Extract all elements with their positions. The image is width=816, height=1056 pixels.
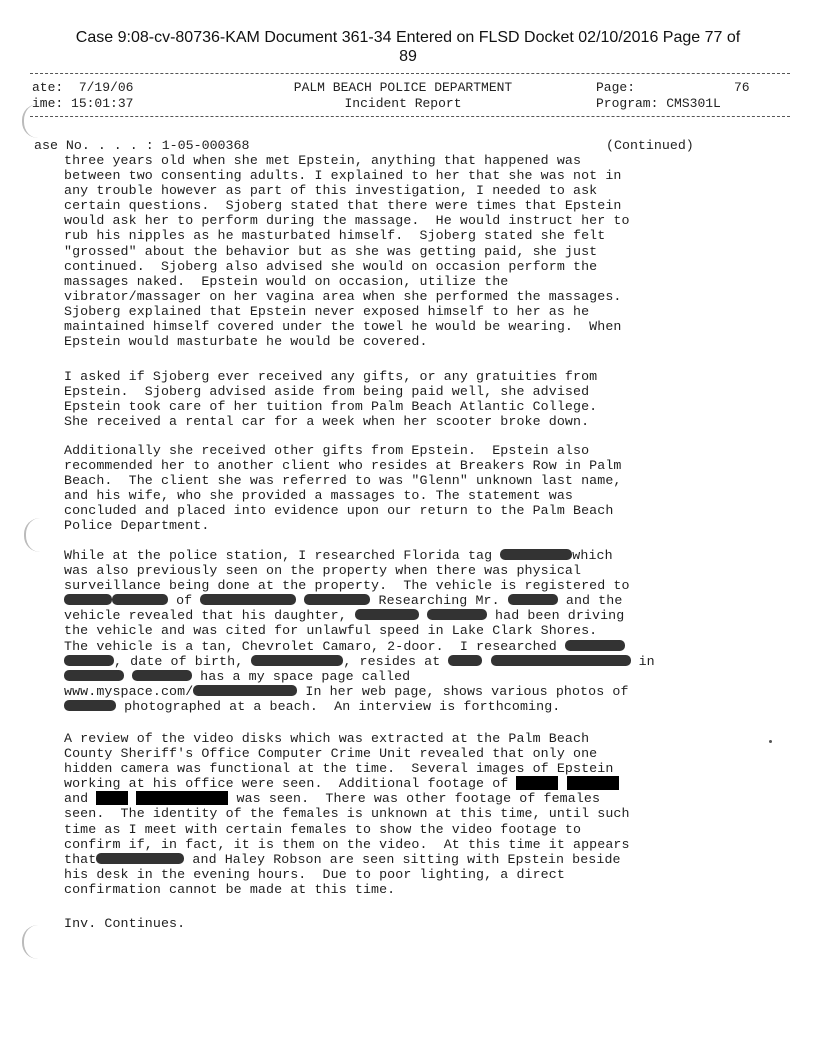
redaction (565, 640, 625, 651)
time-label: ime: (32, 96, 64, 111)
court-header-line2: 89 (399, 48, 417, 65)
binder-hole-mark (22, 925, 42, 959)
para5-line: seen. The identity of the females is unknown at this time, until such (64, 806, 630, 822)
para3-line: recommended her to another client who resides at Breakers Row in Palm (64, 458, 622, 474)
text-segment: working at his office were seen. Additional footage of (64, 776, 517, 792)
case-number-line (34, 138, 249, 154)
report-type: Incident Report (344, 96, 462, 111)
department-name: PALM BEACH POLICE DEPARTMENT (293, 80, 513, 95)
para2-line: I asked if Sjoberg ever received any gifts, or any gratuities from (64, 369, 598, 384)
para1-line: Epstein would masturbate he would be covered. (64, 334, 428, 350)
para5-line (64, 776, 714, 791)
para4-line (64, 593, 714, 608)
para3-line: Beach. The client she was referred to was "Glenn" unknown last name, (64, 473, 622, 489)
para2-line: Epstein. Sjoberg advised aside from being paid well, she advised (64, 384, 590, 400)
redaction (112, 594, 168, 605)
para4-line: surveillance being done at the property. The vehicle is registered to (64, 578, 630, 594)
redaction (508, 594, 558, 605)
text-segment: and Haley Robson are seen sitting with Epstein beside (184, 851, 621, 867)
para4-line: was also previously seen on the property when there was physical (64, 563, 582, 579)
para4-line (64, 669, 714, 684)
para5-line: time as I meet with certain females to show the video footage to (64, 821, 582, 837)
redaction (427, 609, 487, 620)
redaction (251, 655, 343, 666)
para1-line: Sjoberg explained that Epstein never exposed himself to her as he (64, 303, 590, 319)
binder-hole-mark (24, 518, 44, 552)
para4-line (64, 699, 714, 714)
paragraph-4 (64, 548, 714, 714)
text-segment: of (168, 593, 201, 609)
paragraph-5 (64, 731, 714, 897)
redaction (516, 776, 558, 790)
redaction (304, 594, 370, 605)
text-segment: that (64, 851, 97, 867)
time-value: 15:01:37 (71, 96, 134, 111)
redaction (132, 670, 192, 681)
para1-line: between two consenting adults. I explained to her that she was not in (64, 168, 622, 184)
redaction (96, 791, 128, 805)
para5-line (64, 852, 714, 867)
para1-line: certain questions. Sjoberg stated that there were times that Epstein (64, 198, 622, 214)
text-segment: had been driving (486, 608, 625, 624)
para4-line (64, 548, 714, 563)
para1-line: would ask her to perform during the massage. He would instruct her to (64, 213, 630, 229)
report-time (32, 96, 133, 112)
para5-line: County Sheriff's Office Computer Crime Unit revealed that only one (64, 746, 598, 762)
redaction (200, 594, 296, 605)
text-segment: The vehicle is a tan, Chevrolet Camaro, 2-door. I researched (64, 638, 565, 654)
redaction (96, 853, 184, 864)
text-segment: photographed at a beach. An interview is forthcoming. (116, 698, 561, 714)
program-info (596, 96, 721, 112)
para4-line (64, 639, 714, 654)
text-segment: was seen. There was other footage of females (228, 791, 601, 807)
para2-line: She received a rental car for a week when her scooter broke down. (64, 414, 590, 430)
para3-line: concluded and placed into evidence upon our return to the Palm Beach (64, 503, 614, 519)
page-label: Page: (596, 80, 636, 95)
para2-line: Epstein took care of her tuition from Palm Beach Atlantic College. (64, 399, 598, 415)
para3-line: Additionally she received other gifts from Epstein. Epstein also (64, 443, 590, 458)
para1-line: vibrator/massager on her vagina area when she performed the massages. (64, 288, 622, 304)
para3-line: and his wife, who she provided a massages to. The statement was (64, 488, 574, 504)
redaction (500, 549, 572, 560)
redaction (136, 791, 228, 805)
text-segment: and (64, 791, 97, 807)
para4-line: the vehicle and was cited for unlawful speed in Lake Clark Shores. (64, 623, 598, 639)
para4-line (64, 684, 714, 699)
report-date (32, 80, 133, 96)
program-value: CMS301L (666, 96, 721, 111)
text-segment: has a my space page called (192, 668, 411, 684)
para4-line (64, 608, 714, 623)
para5-line: hidden camera was functional at the time. Several images of Epstein (64, 761, 614, 777)
case-number: 1-05-000368 (161, 138, 250, 153)
header-divider-bottom (30, 116, 790, 117)
text-segment: In her web page, shows various photos of (297, 683, 629, 699)
text-segment: which (572, 548, 613, 563)
redaction (448, 655, 482, 666)
text-segment: in (630, 653, 655, 669)
text-segment: , resides at (343, 653, 449, 669)
para5-line: A review of the video disks which was extracted at the Palm Beach (64, 731, 590, 746)
para1-line: three years old when she met Epstein, anything that happened was (64, 153, 582, 168)
program-label: Program: (596, 96, 659, 111)
header-divider-top (30, 73, 790, 74)
paragraph-3 (64, 443, 714, 534)
paragraph-2 (64, 369, 714, 429)
closing-line: Inv. Continues. (64, 916, 186, 931)
text-segment: www.myspace.com/ (64, 683, 194, 699)
para5-line: his desk in the evening hours. Due to poor lighting, a direct (64, 866, 565, 882)
paragraph-1 (64, 153, 714, 349)
redaction (491, 655, 631, 666)
redaction (355, 609, 419, 620)
text-segment: and the (557, 593, 623, 609)
para5-line: confirm if, in fact, it is them on the video. At this time it appears (64, 836, 630, 852)
text-segment: vehicle revealed that his daughter, (64, 608, 355, 624)
para1-line: maintained himself covered under the towel he would be wearing. When (64, 319, 622, 335)
redaction (64, 670, 124, 681)
redaction (64, 700, 116, 711)
binder-hole-mark (22, 104, 42, 138)
text-segment: While at the police station, I researched Florida tag (64, 548, 501, 563)
page-value: 76 (734, 80, 750, 95)
para1-line: massages naked. Epstein would on occasion, utilize the (64, 273, 509, 289)
redaction (64, 594, 112, 605)
redaction (193, 685, 297, 696)
court-filing-header (40, 28, 776, 66)
court-header-line1: Case 9:08-cv-80736-KAM Document 361-34 Entered on FLSD Docket 02/10/2016 Page 77 of (75, 29, 741, 46)
para1-line: any trouble however as part of this investigation, I needed to ask (64, 183, 598, 199)
para1-line: rub his nipples as he masturbated himself. Sjoberg stated she felt (64, 228, 606, 244)
date-label: ate: (32, 80, 64, 95)
para1-line: "grossed" about the behavior but as she was getting paid, she just (64, 243, 598, 259)
stray-mark (769, 740, 772, 743)
redaction (64, 655, 114, 666)
redaction (567, 776, 619, 790)
case-label: ase No. . . . : (34, 138, 154, 153)
para1-line: continued. Sjoberg also advised she would on occasion perform the (64, 258, 598, 274)
text-segment: Researching Mr. (370, 593, 508, 609)
para3-line: Police Department. (64, 518, 210, 534)
para4-line (64, 654, 714, 669)
continued-label: (Continued) (606, 138, 694, 153)
text-segment: , date of birth, (114, 653, 252, 669)
date-value: 7/19/06 (78, 80, 134, 95)
para5-line: confirmation cannot be made at this time. (64, 881, 396, 897)
para5-line (64, 791, 714, 806)
